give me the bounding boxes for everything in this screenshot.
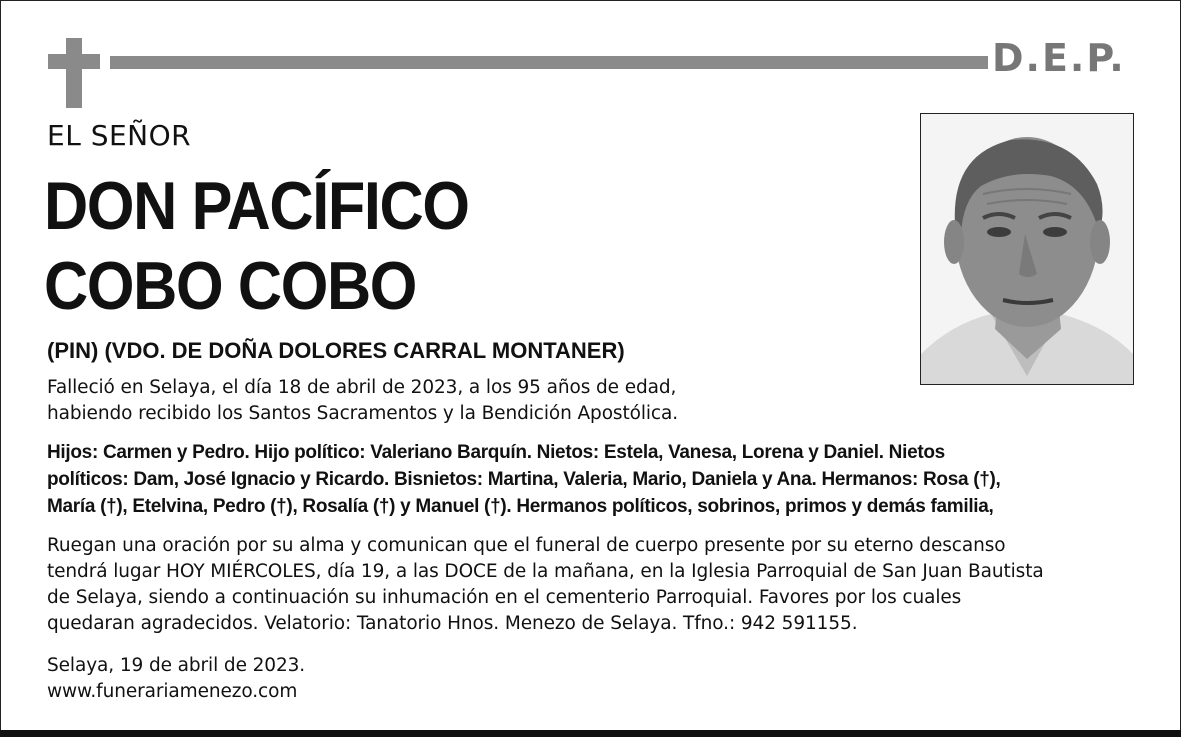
- funeral-line: Ruegan una oración por su alma y comunican que el funeral de cuerpo presente por su eterno descanso: [47, 535, 1006, 556]
- website-link[interactable]: www.funerariamenezo.com: [47, 681, 298, 702]
- family-line: María (†), Etelvina, Pedro (†), Rosalía (†) y Manuel (†). Hermanos políticos, sobrinos, primos y demás familia,: [47, 496, 994, 517]
- funeral-line: quedaran agradecidos. Velatorio: Tanatorio Hnos. Menezo de Selaya. Tfno.: 942 591155.: [47, 613, 858, 634]
- family-line: Hijos: Carmen y Pedro. Hijo político: Valeriano Barquín. Nietos: Estela, Vanesa, Lorena y Daniel. Nietos: [47, 442, 945, 463]
- funeral-line: tendrá lugar HOY MIÉRCOLES, día 19, a las DOCE de la mañana, en la Iglesia Parroquial de San Juan Bautista: [47, 561, 1044, 582]
- dep-label: D.E.P.: [992, 36, 1126, 80]
- name-line-2: COBO COBO: [44, 248, 417, 324]
- death-line: Falleció en Selaya, el día 18 de abril de 2023, a los 95 años de edad,: [47, 377, 677, 398]
- death-paragraph: [47, 375, 678, 427]
- family-paragraph: [47, 439, 1001, 520]
- header-rule: [110, 56, 988, 69]
- funeral-line: de Selaya, siendo a continuación su inhumación en el cementerio Parroquial. Favores por los cuales: [47, 587, 962, 608]
- name-line-1: DON PACÍFICO: [44, 168, 469, 244]
- portrait-photo-icon: [921, 114, 1133, 384]
- family-line: políticos: Dam, José Ignacio y Ricardo. Bisnietos: Martina, Valeria, Mario, Daniela y Ana. Hermanos: Rosa (†),: [47, 469, 1001, 490]
- funeral-paragraph: [47, 533, 1044, 637]
- date-place-line: Selaya, 19 de abril de 2023.: [47, 655, 306, 676]
- nickname-widower-line: (PIN) (VDO. DE DOÑA DOLORES CARRAL MONTANER): [47, 338, 625, 363]
- bottom-bar: [0, 730, 1181, 737]
- portrait-photo: [920, 113, 1134, 385]
- footer-paragraph: [47, 653, 305, 705]
- title-prefix: EL SEÑOR: [47, 119, 192, 152]
- deceased-name: [44, 166, 469, 326]
- death-line: habiendo recibido los Santos Sacramentos y la Bendición Apostólica.: [47, 403, 678, 424]
